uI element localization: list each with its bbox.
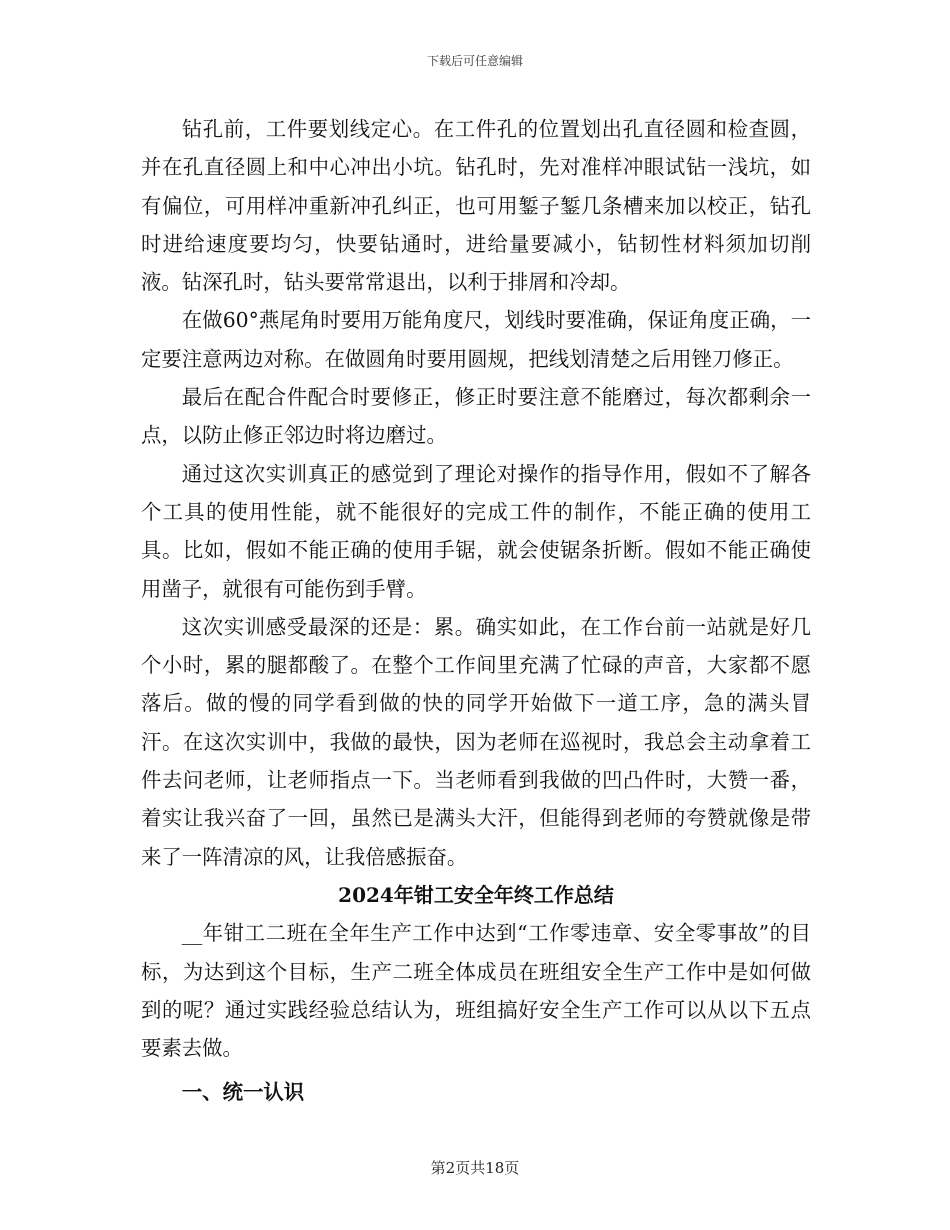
page-number: 第2页共18页 xyxy=(430,1159,520,1177)
paragraph-dovetail: 在做60°燕尾角时要用万能角度尺，划线时要准确，保证角度正确，一定要注意两边对称。在做圆角时要用圆规，把线划清楚之后用锉刀修正。 xyxy=(141,308,811,371)
section-heading: 一、统一认识 xyxy=(181,1080,305,1105)
paragraph-fitting: 最后在配合件配合时要修正，修正时要注意不能磨过，每次都剩余一点，以防止修正邻边时将边磨过。 xyxy=(141,385,811,448)
paragraph-drilling: 钻孔前，工件要划线定心。在工件孔的位置划出孔直径圆和检查圆，并在孔直径圆上和中心冲出小坑。钻孔时，先对准样冲眼试钻一浅坑，如有偏位，可用样冲重新冲孔纠正，也可用錾子錾几条槽来加以校正，钻孔时进给速度要均匀，快要钻通时，进给量要减小，钻韧性材料须加切削液。钻深孔时，钻头要常常退出，以利于排屑和冷却。 xyxy=(141,117,811,295)
paragraph-theory: 通过这次实训真正的感觉到了理论对操作的指导作用，假如不了解各个工具的使用性能，就不能很好的完成工件的制作，不能正确的使用工具。比如，假如不能正确的使用手锯，就会使锯条折断。假如不能正确使用凿子，就很有可能伤到手臂。 xyxy=(141,461,811,601)
document-title: 2024年钳工安全年终工作总结 xyxy=(338,882,614,907)
paragraph-feelings: 这次实训感受最深的还是：累。确实如此，在工作台前一站就是好几个小时，累的腿都酸了。在整个工作间里充满了忙碌的声音，大家都不愿落后。做的慢的同学看到做的快的同学开始做下一道工序，急的满头冒汗。在这次实训中，我做的最快，因为老师在巡视时，我总会主动拿着工件去问老师，让老师指点一下。当老师看到我做的凹凸件时，大赞一番，着实让我兴奋了一回，虽然已是满头大汗，但能得到老师的夸赞就像是带来了一阵清凉的风，让我倍感振奋。 xyxy=(141,614,811,869)
header-note: 下载后可任意编辑 xyxy=(426,54,523,68)
document-body xyxy=(141,110,811,1112)
paragraph-intro: __年钳工二班在全年生产工作中达到“工作零违章、安全零事故”的目标，为达到这个目标，生产二班全体成员在班组安全生产工作中是如何做到的呢？通过实践经验总结认为，班组搞好安全生产工作可以从以下五点要素去做。 xyxy=(141,921,811,1061)
